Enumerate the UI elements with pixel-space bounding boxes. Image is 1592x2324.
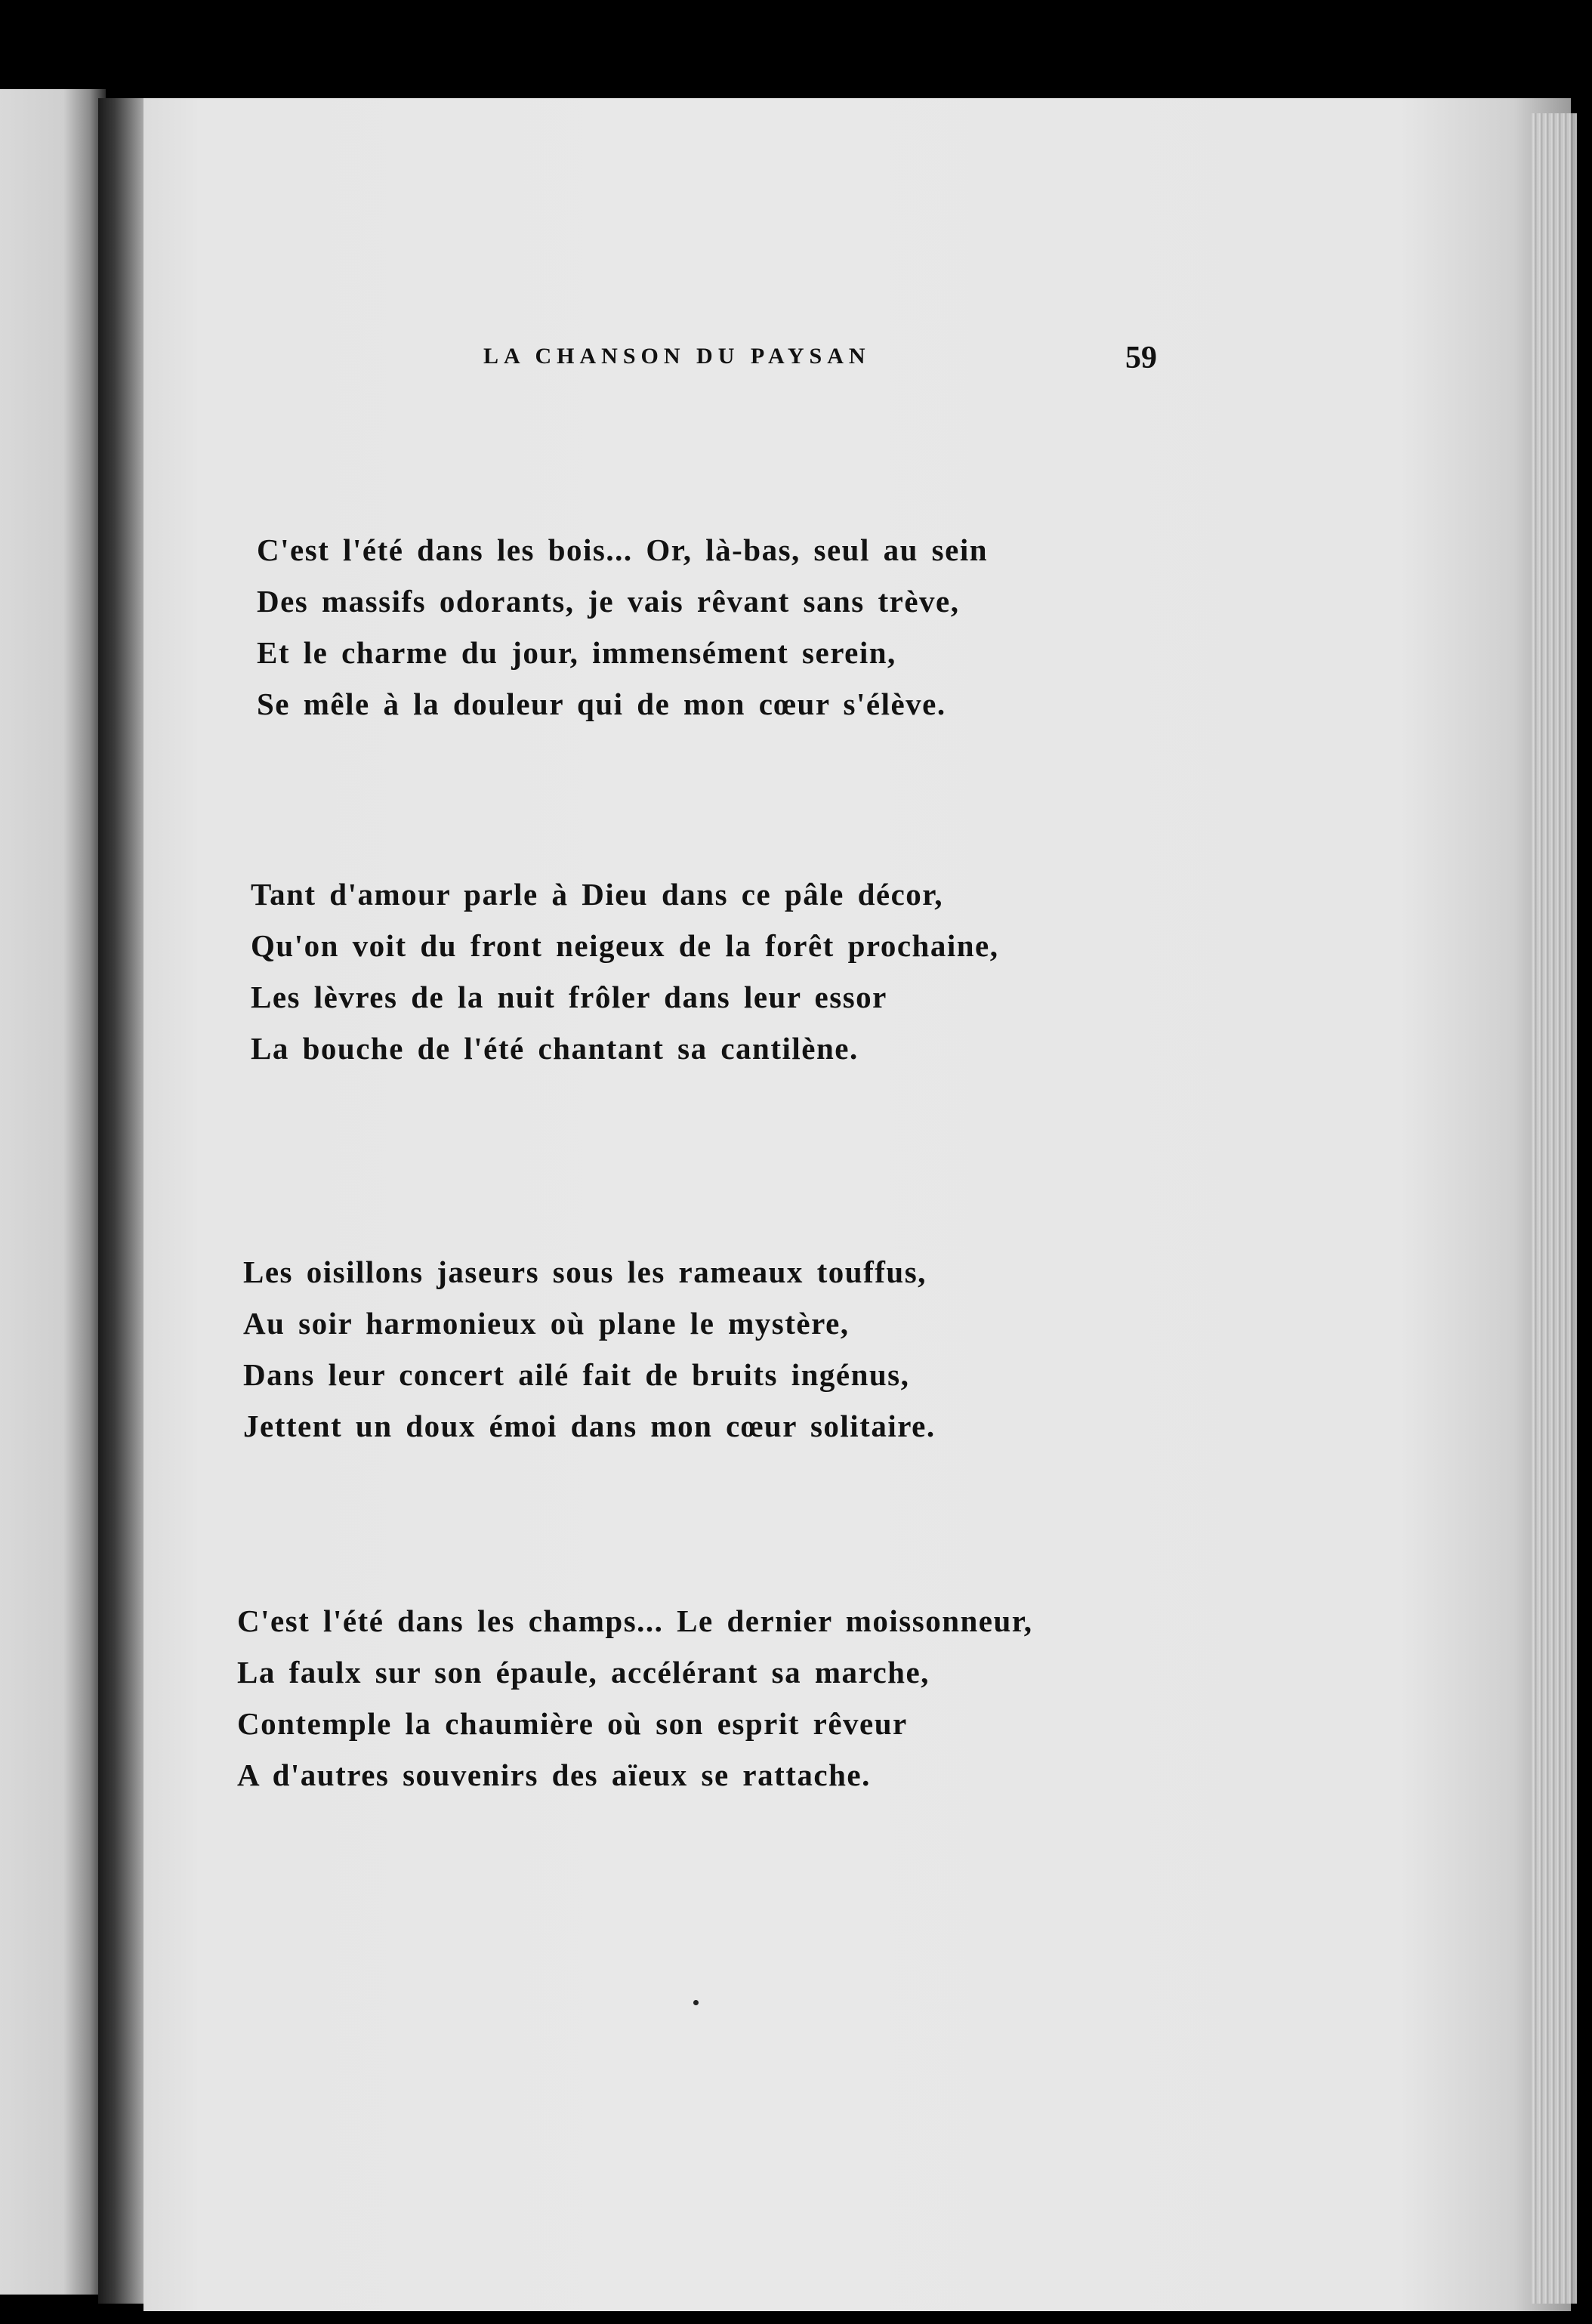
verse-line: Au soir harmonieux où plane le mystère, <box>243 1306 850 1341</box>
stanza-2 <box>251 869 999 1074</box>
book-page <box>143 98 1571 2311</box>
verse-line: Et le charme du jour, immensément serein, <box>257 635 896 670</box>
stanza-1 <box>257 524 988 730</box>
verse-line: Les oisillons jaseurs sous les rameaux touffus, <box>243 1255 927 1289</box>
verse-line: Des massifs odorants, je vais rêvant sans trève, <box>257 584 960 619</box>
verse-line: La faulx sur son épaule, accélérant sa marche, <box>237 1655 930 1690</box>
running-title: LA CHANSON DU PAYSAN <box>483 344 871 369</box>
stanza-4 <box>237 1595 1033 1801</box>
page-stack-edges <box>1532 113 1577 2304</box>
verse-line: C'est l'été dans les bois... Or, là-bas, seul au sein <box>257 532 989 567</box>
stanza-3 <box>243 1246 936 1452</box>
verse-line: C'est l'été dans les champs... Le dernier moissonneur, <box>237 1603 1033 1638</box>
verse-line: Dans leur concert ailé fait de bruits ingénus, <box>243 1357 910 1392</box>
page-number: 59 <box>1125 341 1157 375</box>
verse-line: Qu'on voit du front neigeux de la forêt prochaine, <box>251 928 999 963</box>
verse-line: Les lèvres de la nuit frôler dans leur essor <box>251 980 887 1014</box>
verse-line: Se mêle à la douleur qui de mon cœur s'élève. <box>257 687 946 721</box>
verse-line: Contemple la chaumière où son esprit rêveur <box>237 1706 908 1741</box>
left-facing-page-edge <box>0 89 106 2295</box>
verse-line: La bouche de l'été chantant sa cantilène. <box>251 1031 859 1066</box>
verse-line: Jettent un doux émoi dans mon cœur solitaire. <box>243 1409 936 1443</box>
printer-mark-dot <box>693 2000 699 2005</box>
verse-line: A d'autres souvenirs des aïeux se rattache. <box>237 1758 871 1792</box>
verse-line: Tant d'amour parle à Dieu dans ce pâle décor, <box>251 877 943 912</box>
